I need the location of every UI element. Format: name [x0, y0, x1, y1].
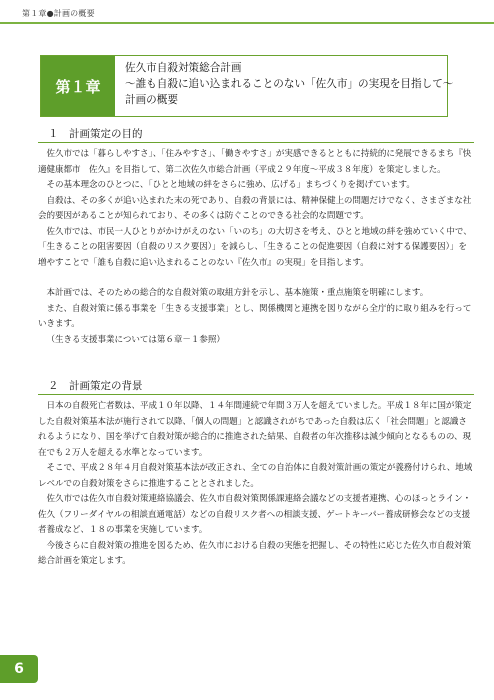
- page-number: 6: [14, 661, 24, 677]
- paragraph: 佐久市では佐久市自殺対策連絡協議会、佐久市自殺対策関係課連絡会議などの支援者連携、心のほっとライン・佐久（フリーダイヤルの相談直通電話）などの自殺リスク者への相談支援、ゲートキーパー養成研修会などの支援者養成など、１８の事業を実施しています。: [38, 494, 472, 535]
- section-background: [38, 378, 474, 570]
- paragraph: 本計画では、そのための総合的な自殺対策の取組方針を示し、基本施策・重点施策を明確にします。: [46, 288, 429, 298]
- paragraph: 佐久市では、市民一人ひとりがかけがえのない「いのち」の大切さを考え、ひとと地域の絆を強めていく中で、「生きることの阻害要因（自殺のリスク要因）」を減らし、「生きることの促進要因（自殺に対する保護要因）」を増やすことで「誰も自殺に追い込まれることのない『佐久市』の実現」を目指します。: [38, 226, 472, 268]
- paragraph: 佐久市では「暮らしやすさ」、「住みやすさ」、「働きやすさ」が実感できるとともに持続的に発展できるまち『快適健康都市 佐久』を目指して、第二次佐久市総合計画（平成２９年度〜平成３８年度）を策定しました。: [38, 149, 472, 175]
- chapter-title: [125, 60, 454, 108]
- section-purpose: [38, 126, 474, 348]
- chapter-label: 第１章: [41, 56, 115, 116]
- paragraph: 日本の自殺死亡者数は、平成１０年以降、１４年間連続で年間３万人を超えていました。平成１８年に国が策定した自殺対策基本法が施行されて以降、「個人の問題」と認識されがちであった自殺は広く「社会問題」と認識されるようになり、国を挙げて自殺対策が総合的に推進された結果、自殺者の年次推移は減少傾向となるものの、現在でも２万人を超える水準となっています。: [38, 401, 472, 458]
- paragraph: また、自殺対策に係る事業を「生きる支援事業」とし、関係機関と連携を図りながら全庁的に取り組みを行っていきます。: [38, 303, 472, 329]
- paragraph: その基本理念のひとつに、「ひとと地域の絆をさらに強め、広げる」まちづくりを掲げています。: [46, 180, 415, 190]
- chapter-box: [40, 55, 454, 117]
- paragraph: そこで、平成２８年４月自殺対策基本法が改正され、全ての自治体に自殺対策計画の策定が義務付けられ、地域レベルでの自殺対策をさらに推進することとされました。: [38, 463, 473, 489]
- chapter-title-line-1: 佐久市自殺対策総合計画: [125, 62, 242, 74]
- paragraph-note: （生きる支援事業については第６章－１参照）: [46, 334, 225, 345]
- paragraph: 自殺は、その多くが追い込まれた末の死であり、自殺の背景には、精神保健上の問題だけでなく、さまざまな社会的要因があることが知られており、その多くは防ぐことのできる社会的な問題です。: [38, 195, 472, 221]
- section-heading-background: ２ 計画策定の背景: [38, 378, 474, 395]
- spacer: [38, 271, 474, 286]
- header-rule: [0, 22, 494, 24]
- chapter-title-line-2: 〜誰も自殺に追い込まれることのない「佐久市」の実現を目指して〜: [125, 78, 454, 90]
- chapter-title-line-3: 計画の概要: [125, 94, 178, 106]
- paragraph: 今後さらに自殺対策の推進を図るため、佐久市における自殺の実態を把握し、その特性に応じた佐久市自殺対策総合計画を策定します。: [38, 540, 472, 566]
- page-number-tab: [0, 655, 38, 683]
- running-header: 第１章●計画の概要: [22, 9, 95, 18]
- section-heading-purpose: １ 計画策定の目的: [38, 126, 474, 143]
